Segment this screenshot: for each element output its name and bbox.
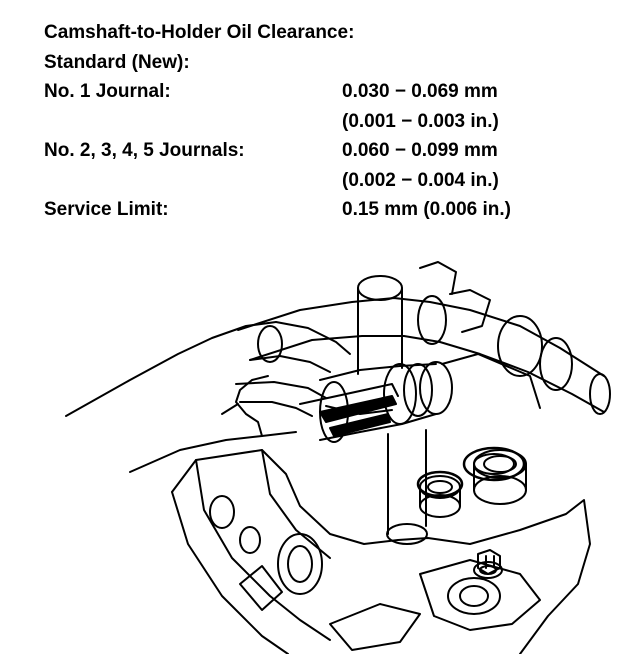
service-limit-row [44, 195, 604, 225]
camshaft-rear [238, 262, 610, 414]
journal1-inch: (0.001 − 0.003 in.) [342, 110, 499, 132]
journals2to5-label: No. 2, 3, 4, 5 Journals: [44, 140, 245, 161]
journals2to5-row [44, 136, 604, 166]
spec-subheading-row [44, 48, 604, 78]
camshaft-measurement-illustration [0, 244, 640, 654]
journal1-mm: 0.030 − 0.069 mm [342, 81, 498, 102]
journal1-row [44, 77, 604, 107]
clearance-spec [44, 18, 604, 225]
tappet-bores [418, 448, 524, 496]
journals2to5-inch: (0.002 − 0.004 in.) [342, 169, 499, 191]
journal1-label: No. 1 Journal: [44, 81, 171, 102]
spec-subheading: Standard (New): [44, 51, 190, 73]
hand [66, 322, 350, 472]
journals2to5-inch-row [44, 166, 604, 196]
service-limit-label: Service Limit: [44, 199, 169, 220]
cylinder-head-block [172, 450, 590, 654]
journal1-inch-row [44, 107, 604, 137]
service-limit-value: 0.15 mm (0.006 in.) [342, 199, 511, 220]
spec-heading: Camshaft-to-Holder Oil Clearance: [44, 22, 355, 43]
journals2to5-mm: 0.060 − 0.099 mm [342, 140, 498, 161]
spec-heading-row [44, 18, 604, 48]
